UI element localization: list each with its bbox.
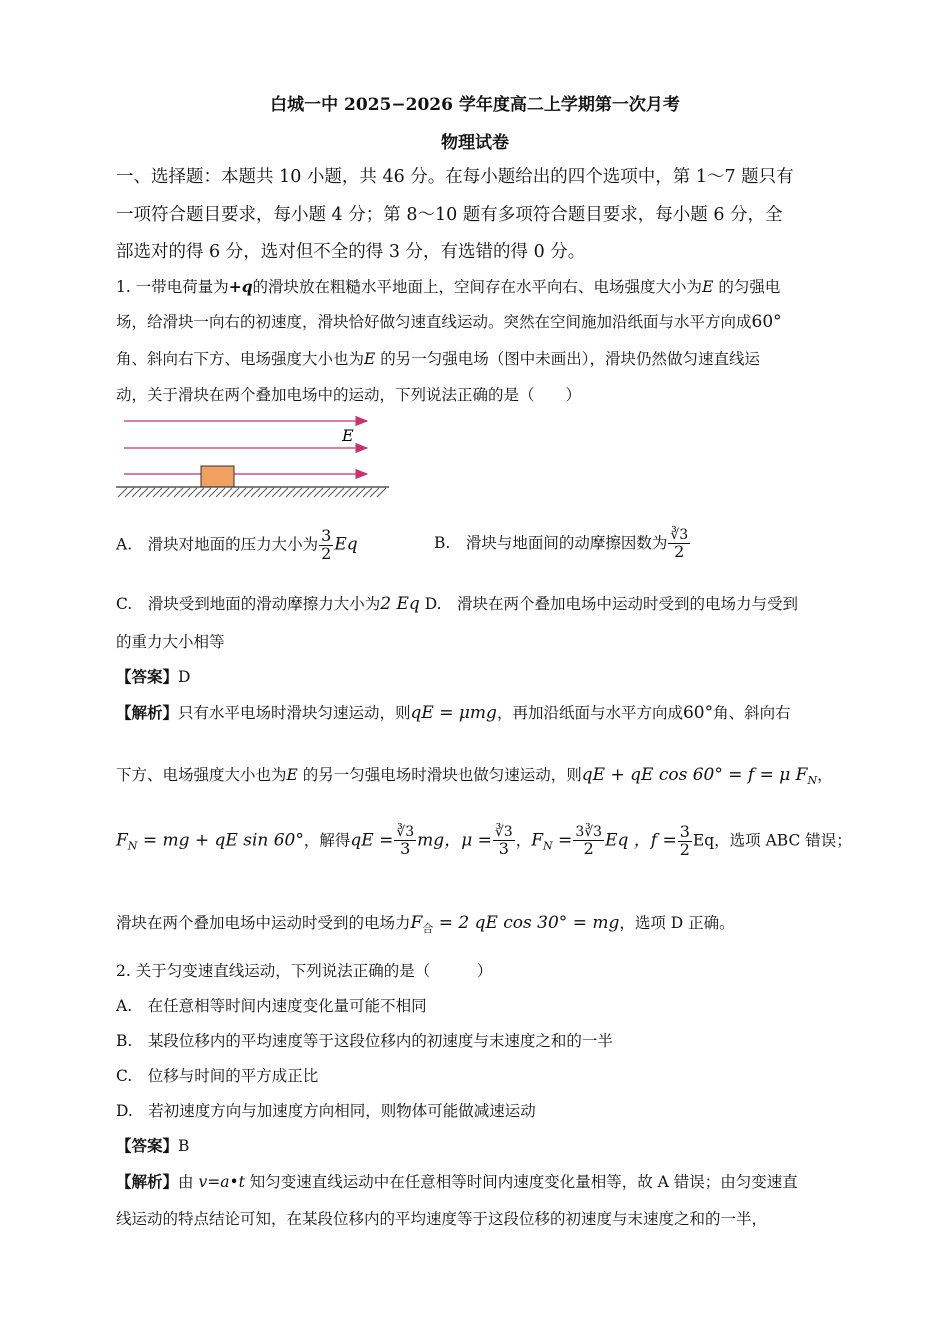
q2-analysis-line-1 <box>116 1170 798 1192</box>
q1-option-c-d <box>116 592 798 614</box>
option-label: B. 滑块与地面间的动摩擦因数为 <box>434 534 668 553</box>
math-term: qE = μmg <box>410 703 497 723</box>
q1-analysis-line-2 <box>116 763 833 787</box>
q2-option-c[interactable]: C. 位移与时间的平方成正比 <box>116 1067 319 1085</box>
math-term: 2 Eq <box>380 594 420 614</box>
math-term: = <box>552 830 573 851</box>
fraction <box>493 825 515 857</box>
field-label: E <box>342 426 354 445</box>
q1-angle: 60° <box>751 312 782 332</box>
analysis-text: 的另一匀强电场时滑块也做匀速运动，则 <box>297 766 582 784</box>
fraction <box>573 825 604 857</box>
analysis-text: ，解得 <box>303 831 351 850</box>
q1-option-b[interactable] <box>434 528 691 560</box>
q1-stem-line-4: 动，关于滑块在两个叠加电场中的运动，下列说法正确的是（ ） <box>116 386 582 404</box>
option-label: C. 滑块受到地面的滑动摩擦力大小为 <box>116 595 381 613</box>
fraction-denominator: 2 <box>583 838 594 858</box>
fraction-denominator: 2 <box>674 541 685 561</box>
q1-analysis-line-4 <box>116 911 735 936</box>
fraction-numerator: 3 <box>679 822 690 841</box>
math-term: μ = <box>461 830 492 851</box>
q1-option-a[interactable] <box>116 528 358 563</box>
q1-charge: +q <box>228 277 253 296</box>
q1-text: 1. 一带电荷量为 <box>116 278 229 296</box>
q1-stem-line-1 <box>116 275 780 297</box>
analysis-text: 知匀变速直线运动中在任意相等时间内速度变化量相等，故 A 错误；由匀变速直 <box>244 1173 798 1191</box>
fraction <box>668 528 690 560</box>
math-term: f = <box>650 830 677 851</box>
q1-text: 的另一匀强电场（图中未画出），滑块仍然做匀速直线运 <box>375 350 761 368</box>
math-term: F <box>410 913 423 933</box>
q1-text: 的匀强电 <box>713 278 781 296</box>
fraction-numerator: 3 <box>321 526 332 545</box>
math-term: E <box>286 766 298 784</box>
q2-option-d[interactable]: D. 若初速度方向与加速度方向相同，则物体可能做减速运动 <box>116 1102 536 1120</box>
analysis-text: 滑块在两个叠加电场中运动时受到的电场力 <box>116 914 411 932</box>
q1-text: 的滑块放在粗糙水平地面上，空间存在水平向右、电场强度大小为 <box>252 278 703 296</box>
math-term: v=a•t <box>198 1173 245 1191</box>
q2-stem: 2. 关于匀变速直线运动，下列说法正确的是（ ） <box>116 962 493 980</box>
answer-value: D <box>178 668 191 686</box>
math-term: qE + qE cos 60° = f = μ F <box>581 765 808 785</box>
q1-field-symbol: E <box>702 278 714 296</box>
fraction-numerator: ∛3 <box>396 824 415 841</box>
math-subscript: N <box>543 839 553 853</box>
fraction <box>678 824 692 859</box>
fraction-denominator: 3 <box>400 838 411 858</box>
math-term: 60° <box>682 703 714 723</box>
q1-option-d[interactable]: D. 滑块在两个叠加电场中运动时受到的电场力与受到 <box>419 595 798 613</box>
q1-stem-line-2 <box>116 310 782 332</box>
analysis-text: ， <box>817 766 833 784</box>
q1-analysis-line-3 <box>116 824 852 859</box>
analysis-text: ， <box>515 831 532 850</box>
q2-analysis-line-2: 线运动的特点结论可知，在某段位移内的平均速度等于这段位移的初速度与末速度之和的一半， <box>116 1210 768 1228</box>
q1-text: 角、斜向右下方、电场强度大小也为 <box>116 350 365 368</box>
analysis-text: 角、斜向右 <box>713 704 791 722</box>
section-instructions-line-2: 一项符合题目要求，每小题 4 分；第 8～10 题有多项符合题目要求，每小题 6 分，全 <box>116 205 783 225</box>
math-subscript: N <box>127 839 138 853</box>
fraction <box>319 528 333 563</box>
q1-analysis-line-1 <box>116 701 791 723</box>
section-instructions-line-1: 一、选择题：本题共 10 小题，共 46 分。在每小题给出的四个选项中，第 1～7 题只有 <box>116 167 794 187</box>
fraction <box>394 825 416 857</box>
answer-label: 【答案】 <box>116 667 179 686</box>
math-term: Eq <box>334 534 358 555</box>
analysis-text: ，再加沿纸面与水平方向成 <box>496 704 683 722</box>
math-term: mg， <box>417 830 462 851</box>
answer-value: B <box>178 1137 190 1155</box>
exam-subtitle: 物理试卷 <box>441 133 509 153</box>
analysis-text: 下方、电场强度大小也为 <box>116 766 287 784</box>
fraction-denominator: 3 <box>498 838 509 858</box>
q1-text: 场，给滑块一向右的初速度，滑块恰好做匀速直线运动。突然在空间施加沿纸面与水平方向成 <box>116 313 752 331</box>
exam-title: 白城一中 2025−2026 学年度高二上学期第一次月考 <box>270 95 680 115</box>
ground-hatch <box>118 488 386 497</box>
q2-option-a[interactable]: A. 在任意相等时间内速度变化量可能不相同 <box>116 997 427 1015</box>
option-label: A. 滑块对地面的压力大小为 <box>116 535 319 554</box>
q1-answer <box>116 665 190 687</box>
fraction-denominator: 2 <box>321 543 332 563</box>
math-term: = mg + qE sin 60° <box>137 830 304 851</box>
q2-option-b[interactable]: B. 某段位移内的平均速度等于这段位移内的初速度与末速度之和的一半 <box>116 1032 613 1050</box>
q1-figure <box>112 410 394 502</box>
q2-answer <box>116 1134 189 1156</box>
fraction-numerator: ∛3 <box>494 824 513 841</box>
fraction-numerator: 3∛3 <box>575 824 603 841</box>
analysis-text: ，选项 D 正确。 <box>619 914 735 932</box>
fraction-denominator: 2 <box>679 839 690 859</box>
analysis-label: 【解析】 <box>116 703 179 722</box>
section-instructions-line-3: 部选对的得 6 分，选对但不全的得 3 分，有选错的得 0 分。 <box>116 242 586 262</box>
q1-option-d-line-2: 的重力大小相等 <box>116 633 225 651</box>
q1-field-symbol: E <box>364 350 376 368</box>
q1-stem-line-3 <box>116 347 760 369</box>
math-term: F <box>116 830 128 851</box>
math-subscript: N <box>807 774 818 788</box>
math-term: Eq ， <box>605 830 651 851</box>
answer-label: 【答案】 <box>116 1136 179 1155</box>
math-term: F <box>531 830 544 851</box>
q1-option-c[interactable] <box>116 595 420 613</box>
analysis-text: 只有水平电场时滑块匀速运动，则 <box>178 704 411 722</box>
analysis-label: 【解析】 <box>116 1172 179 1191</box>
math-term: = 2 qE cos 30° = mg <box>433 913 620 933</box>
math-subscript: 合 <box>422 922 434 936</box>
math-term: qE = <box>350 830 394 851</box>
analysis-text: 由 <box>178 1173 199 1191</box>
fraction-numerator: ∛3 <box>670 527 689 543</box>
slider-block <box>201 466 234 487</box>
analysis-text: Eq，选项 ABC 错误； <box>692 831 852 850</box>
